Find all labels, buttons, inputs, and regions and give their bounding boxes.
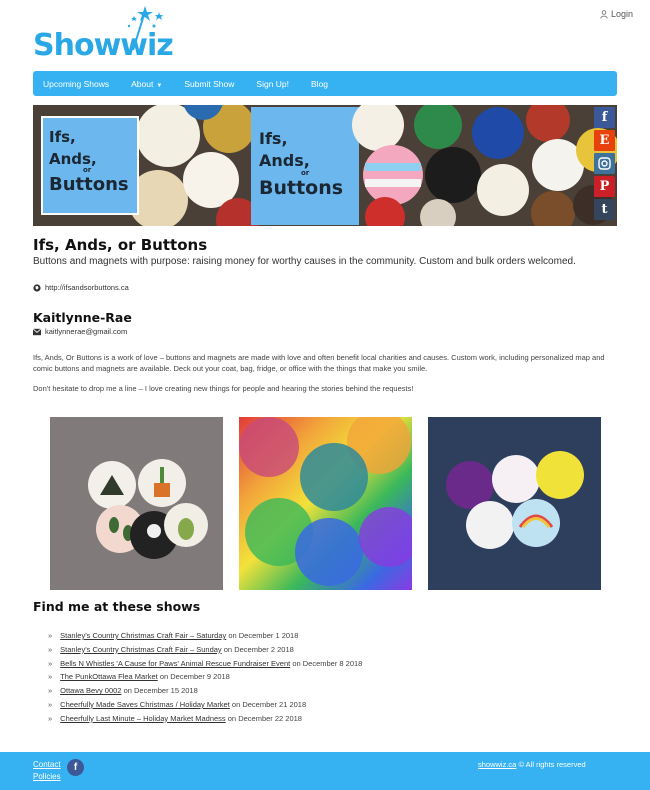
banner-logo-line1: Ifs, (259, 129, 288, 148)
pinterest-icon[interactable]: P (594, 176, 615, 197)
show-link[interactable]: Bells N Whistles 'A Cause for Paws' Animal Rescue Fundraiser Event (60, 658, 291, 668)
show-link[interactable]: Stanley's Country Christmas Craft Fair – Saturday (60, 631, 227, 640)
owner-email-link[interactable]: kaitlynnerae@gmail.com (45, 327, 128, 336)
nav-sign-up[interactable]: Sign Up! (256, 78, 290, 89)
list-item (48, 670, 362, 684)
show-date: on December 2 2018 (223, 644, 294, 654)
login-link[interactable] (600, 9, 633, 19)
tumblr-icon[interactable]: t (594, 199, 615, 220)
nav-about-label: About (131, 78, 154, 89)
vendor-banner (33, 105, 617, 226)
globe-icon (33, 284, 41, 292)
plant-buttons-image (50, 417, 223, 590)
vendor-logo (41, 116, 139, 215)
logo-text: Showwiz (33, 28, 173, 63)
vendor-description: Buttons and magnets with purpose: raising money for worthy causes in the community. Custom and bulk orders welcomed. (33, 256, 576, 267)
owner-name: Kaitlynne-Rae (33, 310, 132, 325)
vendor-website-link[interactable]: http://ifsandsorbuttons.ca (45, 283, 129, 292)
login-label: Login (610, 9, 633, 19)
banner-logo-button (251, 115, 361, 215)
envelope-icon (33, 328, 41, 336)
shows-heading: Find me at these shows (33, 599, 201, 614)
gallery-photo-plants[interactable] (50, 417, 223, 590)
show-date: on December 22 2018 (227, 713, 302, 723)
show-date: on December 8 2018 (292, 658, 363, 668)
social-links (594, 107, 615, 220)
unicorn-buttons-image (428, 417, 601, 590)
list-item (48, 643, 362, 657)
list-item (48, 657, 362, 671)
etsy-icon[interactable]: E (594, 130, 615, 151)
facebook-icon[interactable]: f (594, 107, 615, 128)
list-item (48, 698, 362, 712)
copyright-text: © All rights reserved (518, 760, 586, 769)
owner-email (33, 327, 127, 336)
list-item (48, 684, 362, 698)
show-date: on December 9 2018 (159, 672, 230, 682)
banner-logo-line3: or (301, 169, 310, 177)
banner-logo-line4: Buttons (259, 177, 344, 199)
banner-logo-line2: Ands, (259, 151, 310, 170)
vendor-logo-line3: or (83, 166, 92, 174)
show-link[interactable]: Stanley's Country Christmas Craft Fair – Sunday (60, 644, 222, 654)
vendor-name: Ifs, Ands, or Buttons (33, 236, 208, 254)
list-item (48, 629, 362, 643)
show-link[interactable]: Cheerfully Made Saves Christmas / Holiday Market (60, 699, 230, 709)
about-paragraph-2: Don't hesitate to drop me a line – I love creating new things for people and hearing the stories behind the requests! (33, 384, 414, 393)
gallery-photo-unicorn[interactable] (428, 417, 601, 590)
footer (0, 752, 650, 790)
show-date: on December 15 2018 (123, 686, 198, 696)
about-paragraph-1: Ifs, Ands, Or Buttons is a work of love – buttons and magnets are made with love and often benefit local charities and causes. Custom work, including personalized map and comic buttons and magnets are available. Deck out your coat, bag, fridge, or office with the things that make you smile. (33, 353, 605, 373)
footer-site-link[interactable]: showwiz.ca (478, 760, 517, 769)
footer-policies-link[interactable]: Policies (33, 772, 61, 781)
list-item (48, 712, 362, 726)
nav-blog[interactable]: Blog (311, 78, 329, 89)
show-date: on December 21 2018 (231, 699, 307, 709)
vendor-logo-line4: Buttons (49, 174, 129, 195)
caret-down-icon: ▼ (156, 82, 163, 89)
vendor-logo-line1: Ifs, (49, 128, 76, 146)
main-nav (33, 71, 617, 96)
rainbow-buttons-image (239, 417, 412, 590)
instagram-icon[interactable] (594, 153, 615, 174)
footer-contact-link[interactable]: Contact (33, 760, 61, 769)
footer-copyright (478, 760, 586, 769)
footer-facebook-icon[interactable]: f (67, 759, 84, 776)
show-date: on December 1 2018 (228, 631, 299, 640)
show-link[interactable]: Ottawa Bevy 0002 (60, 686, 122, 696)
shows-list (48, 629, 362, 726)
show-link[interactable]: Cheerfully Last Minute – Holiday Market Madness (60, 713, 226, 723)
nav-submit-show[interactable]: Submit Show (184, 78, 235, 89)
user-icon (600, 10, 608, 19)
nav-upcoming-shows[interactable]: Upcoming Shows (43, 78, 110, 89)
vendor-website (33, 283, 129, 292)
site-logo[interactable] (33, 4, 173, 68)
vendor-logo-line2: Ands, (49, 150, 97, 168)
gallery-photo-rainbow[interactable] (239, 417, 412, 590)
nav-about[interactable] (131, 79, 162, 89)
show-link[interactable]: The PunkOttawa Flea Market (60, 672, 158, 682)
